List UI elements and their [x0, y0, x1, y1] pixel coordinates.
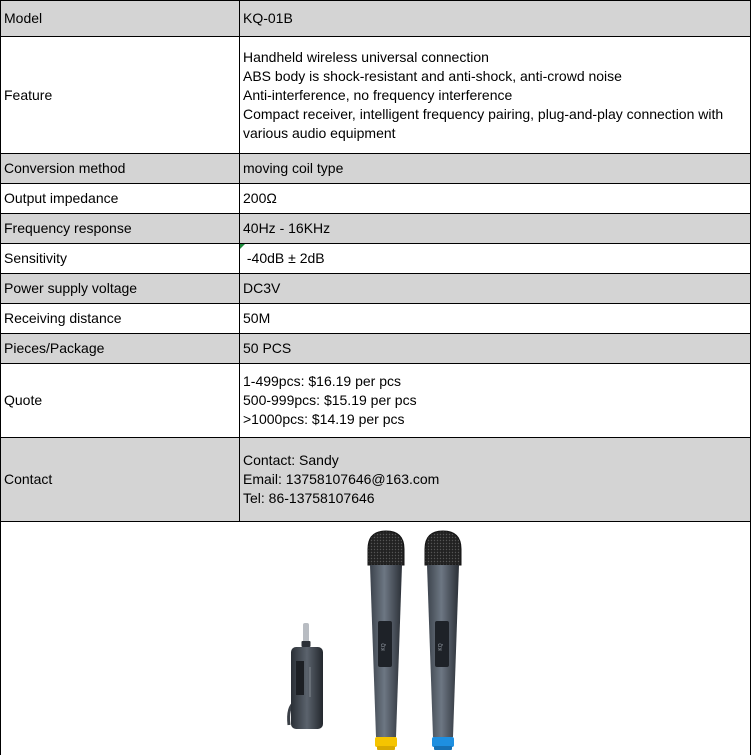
spec-key: Pieces/Package: [1, 334, 240, 364]
spec-row-frequency-response: [1, 214, 751, 244]
spec-key: Model: [1, 1, 240, 37]
spec-value: [240, 364, 751, 438]
spec-key: Frequency response: [1, 214, 240, 244]
spec-value-line: ABS body is shock-resistant and anti-shock, anti-crowd noise: [243, 67, 622, 84]
spec-value-line: 50M: [243, 310, 271, 326]
spec-value-line: >1000pcs: $14.19 per pcs: [243, 411, 405, 427]
spec-value-line: 500-999pcs: $15.19 per pcs: [243, 392, 417, 408]
spec-value-line: moving coil type: [243, 160, 344, 176]
spec-row-pieces-package: [1, 334, 751, 364]
spec-value-line: Compact receiver, intelligent frequency pairing, plug-and-play connection with various audio equipment: [243, 105, 724, 141]
spec-value: [240, 37, 751, 154]
spec-row-contact: [1, 438, 751, 522]
spec-key: Sensitivity: [1, 244, 240, 274]
spec-value-line: -40dB ± 2dB: [243, 250, 325, 266]
spec-value-line: 200Ω: [243, 190, 277, 206]
spec-key: Power supply voltage: [1, 274, 240, 304]
product-photo: [277, 527, 477, 755]
cell-comment-marker: [240, 244, 245, 249]
spec-value-line: 50 PCS: [243, 340, 292, 356]
spec-value-line: Contact: Sandy: [243, 452, 339, 468]
spec-row-feature: [1, 37, 751, 154]
spec-key: Output impedance: [1, 184, 240, 214]
spec-value: [240, 334, 751, 364]
product-image-cell: [0, 521, 751, 755]
spec-value-line: Email: 13758107646@163.com: [243, 471, 440, 487]
spec-value-line: Tel: 86-13758107646: [243, 490, 375, 506]
spec-value: [240, 438, 751, 522]
spec-value-line: Handheld wireless universal connection: [243, 48, 489, 65]
spec-key: Feature: [1, 37, 240, 154]
spec-key: Contact: [1, 438, 240, 522]
svg-text:KQ: KQ: [381, 643, 387, 651]
spec-row-conversion-method: [1, 154, 751, 184]
spec-value: [240, 154, 751, 184]
spec-value-line: 1-499pcs: $16.19 per pcs: [243, 373, 401, 389]
spec-row-sensitivity: [1, 244, 751, 274]
spec-key: Receiving distance: [1, 304, 240, 334]
spec-value-line: Anti-interference, no frequency interference: [243, 86, 513, 103]
spec-value: [240, 1, 751, 37]
spec-value: [240, 214, 751, 244]
spec-row-power-supply-voltage: [1, 274, 751, 304]
spec-value-line: DC3V: [243, 280, 281, 296]
spec-row-quote: [1, 364, 751, 438]
spec-value: [240, 304, 751, 334]
spec-value: [240, 184, 751, 214]
spec-value-line: 40Hz - 16KHz: [243, 220, 331, 236]
svg-text:KQ: KQ: [438, 643, 444, 651]
spec-value: [240, 274, 751, 304]
spec-key: Conversion method: [1, 154, 240, 184]
spec-row-model: [1, 1, 751, 37]
spec-row-receiving-distance: [1, 304, 751, 334]
spec-value: [240, 244, 751, 274]
spec-row-output-impedance: [1, 184, 751, 214]
spec-key: Quote: [1, 364, 240, 438]
spec-value-line: KQ-01B: [243, 10, 293, 26]
